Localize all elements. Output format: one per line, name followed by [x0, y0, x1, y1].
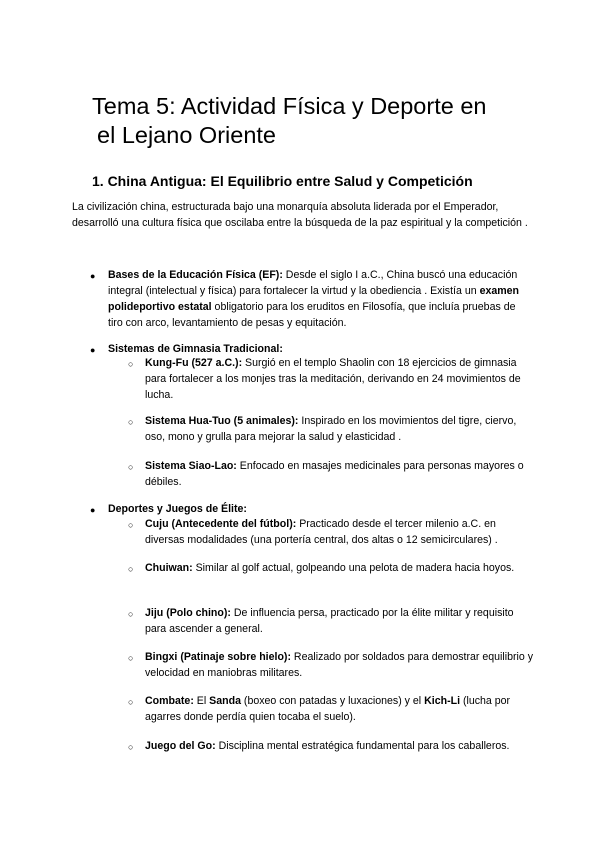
sub-bullet-icon: ○: [128, 564, 134, 574]
sub-bullet-icon: ○: [128, 462, 134, 472]
bullet-icon: ●: [90, 505, 96, 515]
item-label: Cuju (Antecedente del fútbol):: [145, 518, 297, 530]
sub-list-item: [145, 560, 535, 576]
item-text: Disciplina mental estratégica fundamental para los caballeros.: [215, 740, 510, 752]
sub-list-item: [145, 458, 535, 490]
page-title: [92, 92, 552, 150]
item-text: Enfocado en masajes medicinales para personas mayores o débiles.: [145, 460, 524, 488]
item-text: Practicado desde el tercer milenio a.C. en diversas modalidades (una portería central, dos altas o 12 semicirculares) .: [145, 518, 498, 546]
item-text: Similar al golf actual, golpeando una pelota de madera hacia hoyos.: [192, 562, 515, 574]
item-text: El: [193, 695, 210, 707]
item-label: Bases de la Educación Física (EF):: [108, 269, 283, 281]
item-text: (boxeo con patadas y luxaciones) y el: [240, 695, 425, 707]
title-line-1: Tema 5: Actividad Física y Deporte en: [92, 93, 487, 119]
sub-bullet-icon: ○: [128, 653, 134, 663]
item-bold-text: Sanda: [209, 695, 241, 707]
sub-list-item: [145, 605, 535, 637]
sub-list-item: [145, 413, 535, 445]
item-text: (lucha por agarres donde perdía quien tocaba el suelo).: [145, 695, 511, 723]
item-bold-text: Kich-Li: [424, 695, 461, 707]
sub-bullet-icon: ○: [128, 417, 134, 427]
sub-list-item: [145, 738, 535, 754]
item-text: Inspirado en los movimientos del tigre, ciervo, oso, mono y grulla para mejorar la salud y elasticidad .: [145, 415, 517, 443]
item-text: Surgió en el templo Shaolin con 18 ejercicios de gimnasia para fortalecer a los monjes tras la meditación, derivando en 24 movimientos de lucha.: [145, 357, 521, 401]
sub-bullet-icon: ○: [128, 520, 134, 530]
intro-paragraph: La civilización china, estructurada bajo una monarquía absoluta liderada por el Emperador, desarrolló una cultura física que oscilaba entre la búsqueda de la paz espiritual y la competición .: [72, 201, 528, 229]
sub-bullet-icon: ○: [128, 697, 134, 707]
list-item-bases: [108, 267, 524, 331]
item-label: Chuiwan:: [145, 562, 193, 574]
sub-list-item: [145, 516, 535, 548]
item-bold-text: examen polideportivo estatal: [108, 285, 520, 313]
item-label: Jiju (Polo chino):: [145, 607, 231, 619]
sub-list-item: [145, 355, 535, 403]
section-heading: 1. China Antigua: El Equilibrio entre Salud y Competición: [92, 173, 473, 189]
item-label: Combate:: [145, 695, 194, 707]
sub-list-item: [145, 649, 535, 681]
item-label: Sistemas de Gimnasia Tradicional:: [108, 343, 283, 355]
item-label: Kung-Fu (527 a.C.):: [145, 357, 243, 369]
item-text: obligatorio para los eruditos en Filosofía, que incluía pruebas de tiro con arco, levantamiento de pesas y equitación.: [108, 301, 516, 329]
bullet-icon: ●: [90, 345, 96, 355]
item-text: Desde el siglo I a.C., China buscó una educación integral (intelectual y física) para fortalecer la virtud y la obediencia . Existía un: [108, 269, 518, 297]
item-label: Sistema Siao-Lao:: [145, 460, 237, 472]
item-text: De influencia persa, practicado por la élite militar y requisito para ascender a general.: [145, 607, 514, 635]
item-label: Juego del Go:: [145, 740, 216, 752]
item-label: Sistema Hua-Tuo (5 animales):: [145, 415, 299, 427]
list-item-deportes: [108, 501, 524, 517]
item-label: Deportes y Juegos de Élite:: [108, 503, 247, 515]
item-label: Bingxi (Patinaje sobre hielo):: [145, 651, 291, 663]
sub-bullet-icon: ○: [128, 359, 134, 369]
title-line-2: el Lejano Oriente: [97, 122, 276, 148]
sub-list-item: [145, 693, 535, 725]
bullet-icon: ●: [90, 271, 96, 281]
sub-bullet-icon: ○: [128, 742, 134, 752]
item-text: Realizado por soldados para demostrar equilibrio y velocidad en maniobras militares.: [145, 651, 534, 679]
sub-bullet-icon: ○: [128, 609, 134, 619]
